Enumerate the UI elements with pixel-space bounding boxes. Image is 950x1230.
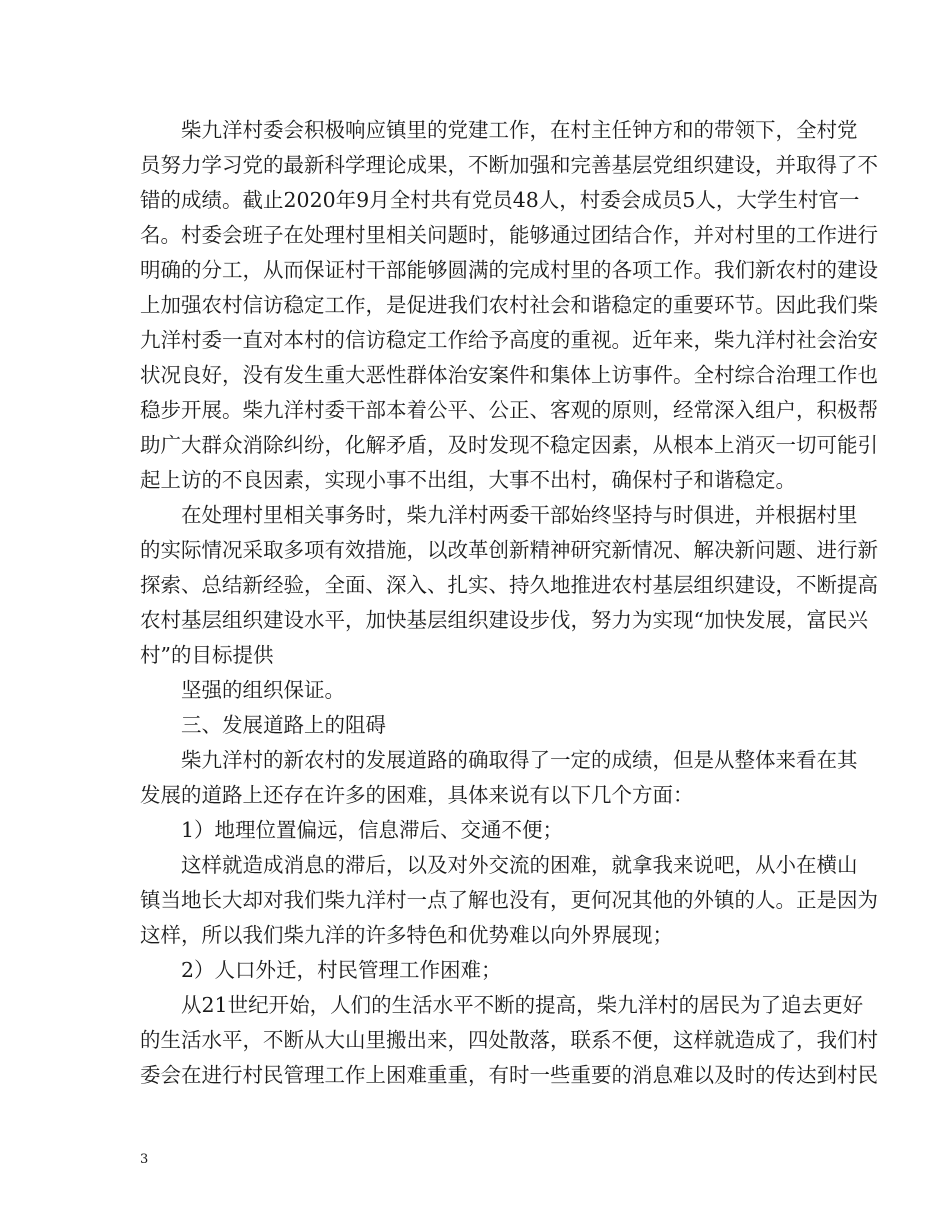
list-item-heading: 2）人口外迁，村民管理工作困难； — [140, 958, 502, 982]
text-line: 这样就造成消息的滞后，以及对外交流的困难，就拿我来说吧，从小在横山 — [140, 853, 858, 877]
text-line: 明确的分工，从而保证村干部能够圆满的完成村里的各项工作。我们新农村的建设 — [140, 258, 878, 282]
text-line: 名。村委会班子在处理村里相关问题时，能够通过团结合作，并对村里的工作进行 — [140, 223, 878, 247]
text-line: 村”的目标提供 — [140, 643, 274, 667]
text-line: 柴九洋村委会积极响应镇里的党建工作，在村主任钟方和的带领下，全村党 — [140, 118, 858, 142]
text-line: 农村基层组织建设水平，加快基层组织建设步伐，努力为实现“加快发展，富民兴 — [140, 608, 868, 632]
text-line: 镇当地长大却对我们柴九洋村一点了解也没有，更何况其他的外镇的人。正是因为 — [140, 888, 878, 912]
text-line: 上加强农村信访稳定工作，是促进我们农村社会和谐稳定的重要环节。因此我们柴 — [140, 293, 878, 317]
text-line: 从21世纪开始，人们的生活水平不断的提高，柴九洋村的居民为了追去更好 — [140, 993, 864, 1017]
text-line: 稳步开展。柴九洋村委干部本着公平、公正、客观的原则，经常深入组户，积极帮 — [140, 398, 878, 422]
section-heading: 三、发展道路上的阻碍 — [140, 713, 386, 737]
text-line: 这样，所以我们柴九洋的许多特色和优势难以向外界展现； — [140, 923, 673, 947]
text-line: 员努力学习党的最新科学理论成果，不断加强和完善基层党组织建设，并取得了不 — [140, 153, 878, 177]
text-line: 起上访的不良因素，实现小事不出组，大事不出村，确保村子和谐稳定。 — [140, 468, 796, 492]
text-line: 助广大群众消除纠纷，化解矛盾，及时发现不稳定因素，从根本上消灭一切可能引 — [140, 433, 878, 457]
text-line: 坚强的组织保证。 — [140, 678, 345, 702]
text-line: 在处理村里相关事务时，柴九洋村两委干部始终坚持与时俱进，并根据村里 — [140, 503, 858, 527]
text-line: 发展的道路上还存在许多的困难，具体来说有以下几个方面： — [140, 783, 694, 807]
list-item-heading: 1）地理位置偏远，信息滞后、交通不便； — [140, 818, 564, 842]
text-line: 状况良好，没有发生重大恶性群体治安案件和集体上访事件。全村综合治理工作也 — [140, 363, 878, 387]
text-line: 九洋村委一直对本村的信访稳定工作给予高度的重视。近年来，柴九洋村社会治安 — [140, 328, 878, 352]
page-number: 3 — [140, 1152, 149, 1167]
text-line: 柴九洋村的新农村的发展道路的确取得了一定的成绩，但是从整体来看在其 — [140, 748, 858, 772]
text-line: 的实际情况采取多项有效措施，以改革创新精神研究新情况、解决新问题、进行新 — [140, 538, 878, 562]
text-line: 的生活水平，不断从大山里搬出来，四处散落，联系不便，这样就造成了，我们村 — [140, 1028, 878, 1052]
text-line: 探索、总结新经验，全面、深入、扎实、持久地推进农村基层组织建设，不断提高 — [140, 573, 878, 597]
text-line: 错的成绩。截止2020年9月全村共有党员48人，村委会成员5人，大学生村官一 — [140, 188, 860, 212]
text-line: 委会在进行村民管理工作上困难重重，有时一些重要的消息难以及时的传达到村民 — [140, 1063, 878, 1087]
